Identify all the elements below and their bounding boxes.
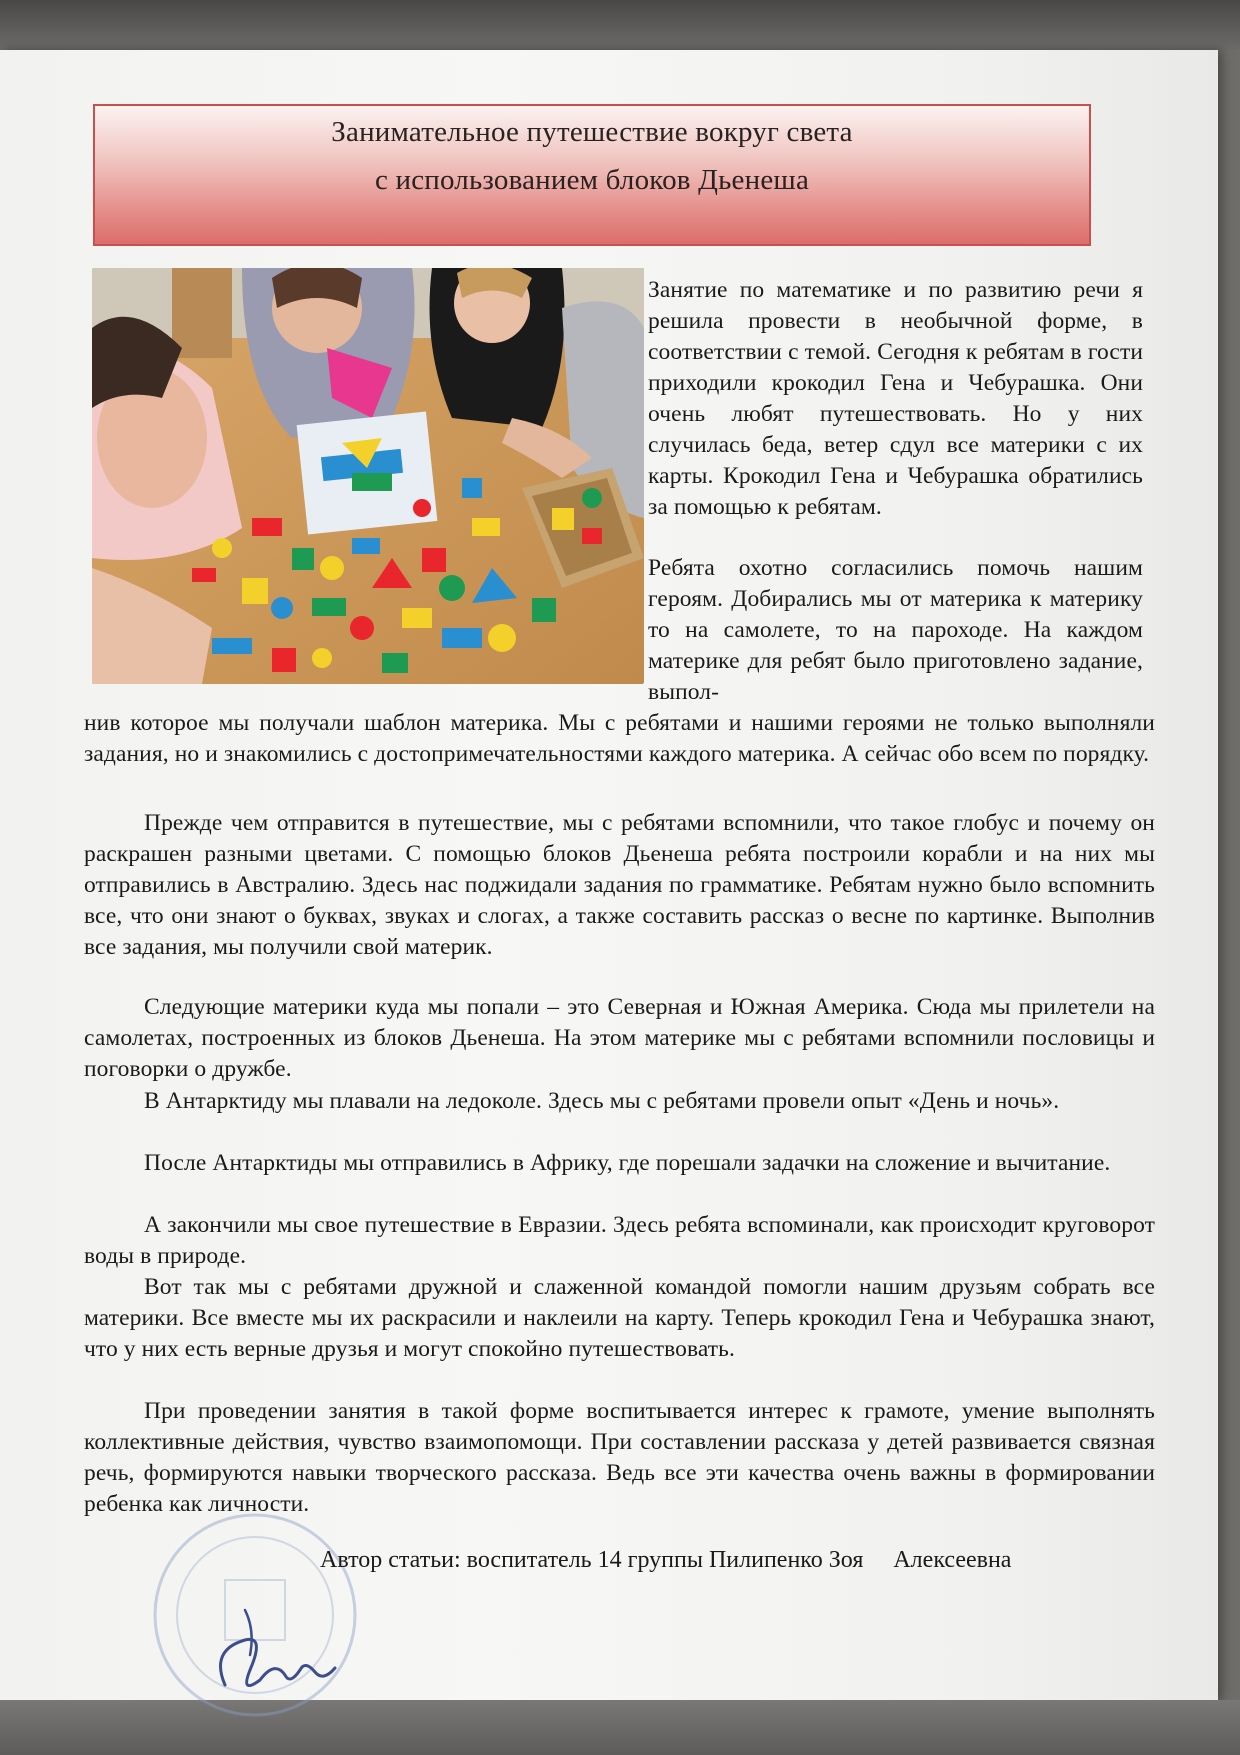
activity-photo <box>92 268 644 684</box>
paragraph-2-start: Ребята охотно согласились помочь нашим героям. Добирались мы от материка к материку то на самолете, то на пароходе. На каждом материке для ребят было приготовлено задание, выпол- <box>648 555 1143 705</box>
paragraph-5: В Антарктиду мы плавали на ледоколе. Здесь мы с ребятами провели опыт «День и ночь». <box>144 1088 1060 1114</box>
paragraph-intro: Занятие по математике и по развитию речи я решила провести в необычной форме, в соответствии с темой. Сегодня к ребятам в гости приходили крокодил Гена и Чебурашка. Они очень любят путешествовать. Но у них случилась беда, ветер сдул все материки с их карты. Крокодил Гена и Чебурашка обратились за помощью к ребятам. <box>648 277 1143 520</box>
background-top <box>0 0 1240 50</box>
signature-mark <box>205 1600 355 1710</box>
paragraph-2-end: нив которое мы получали шаблон материка. Мы с ребятами и нашими героями не только выполняли задания, но и знакомились с достопримечательностями каждого материка. А сейчас обо всем по порядку. <box>84 710 1155 767</box>
paragraph-4: Следующие материки куда мы попали – это Северная и Южная Америка. Сюда мы прилетели на самолетах, построенных из блоков Дьенеша. На этом материке мы с ребятами вспомнили пословицы и поговорки о дружбе. <box>84 994 1155 1082</box>
paragraph-3: Прежде чем отправится в путешествие, мы с ребятами вспомнили, что такое глобус и почему он раскрашен разными цветами. С помощью блоков Дьенеша ребята построили корабли и на них мы отправились в Австралию. Здесь нас поджидали задания по грамматике. Ребятам нужно было вспомнить все, что они знают о буквах, звуках и слогах, а также составить рассказ о весне по картинке. Выполнив все задания, мы получили свой материк. <box>84 810 1155 960</box>
title-banner <box>93 104 1091 246</box>
paragraph-7: А закончили мы свое путешествие в Евразии. Здесь ребята вспоминали, как происходит круговорот воды в природе. <box>84 1212 1155 1269</box>
paragraph-6: После Антарктиды мы отправились в Африку, где порешали задачки на сложение и вычитание. <box>144 1150 1111 1176</box>
title-line-1: Занимательное путешествие вокруг света <box>331 116 853 148</box>
children-building-with-dienes-blocks-photo <box>92 268 644 684</box>
title-line-2: с использованием блоков Дьенеша <box>374 164 810 196</box>
paragraph-8: Вот так мы с ребятами дружной и слаженной командой помогли нашим друзьям собрать все материки. Все вместе мы их раскрасили и наклеили на карту. Теперь крокодил Гена и Чебурашка знают, что у них есть верные друзья и могут спокойно путешествовать. <box>84 1274 1155 1362</box>
article-author: Автор статьи: воспитатель 14 группы Пилипенко Зоя Алексеевна <box>320 1547 1012 1573</box>
paragraph-9: При проведении занятия в такой форме воспитывается интерес к грамоте, умение выполнять коллективные действия, чувство взаимопомощи. При составлении рассказа у детей развивается связная речь, формируются навыки творческого рассказа. Ведь все эти качества очень важны в формировании ребенка как личности. <box>84 1398 1155 1517</box>
